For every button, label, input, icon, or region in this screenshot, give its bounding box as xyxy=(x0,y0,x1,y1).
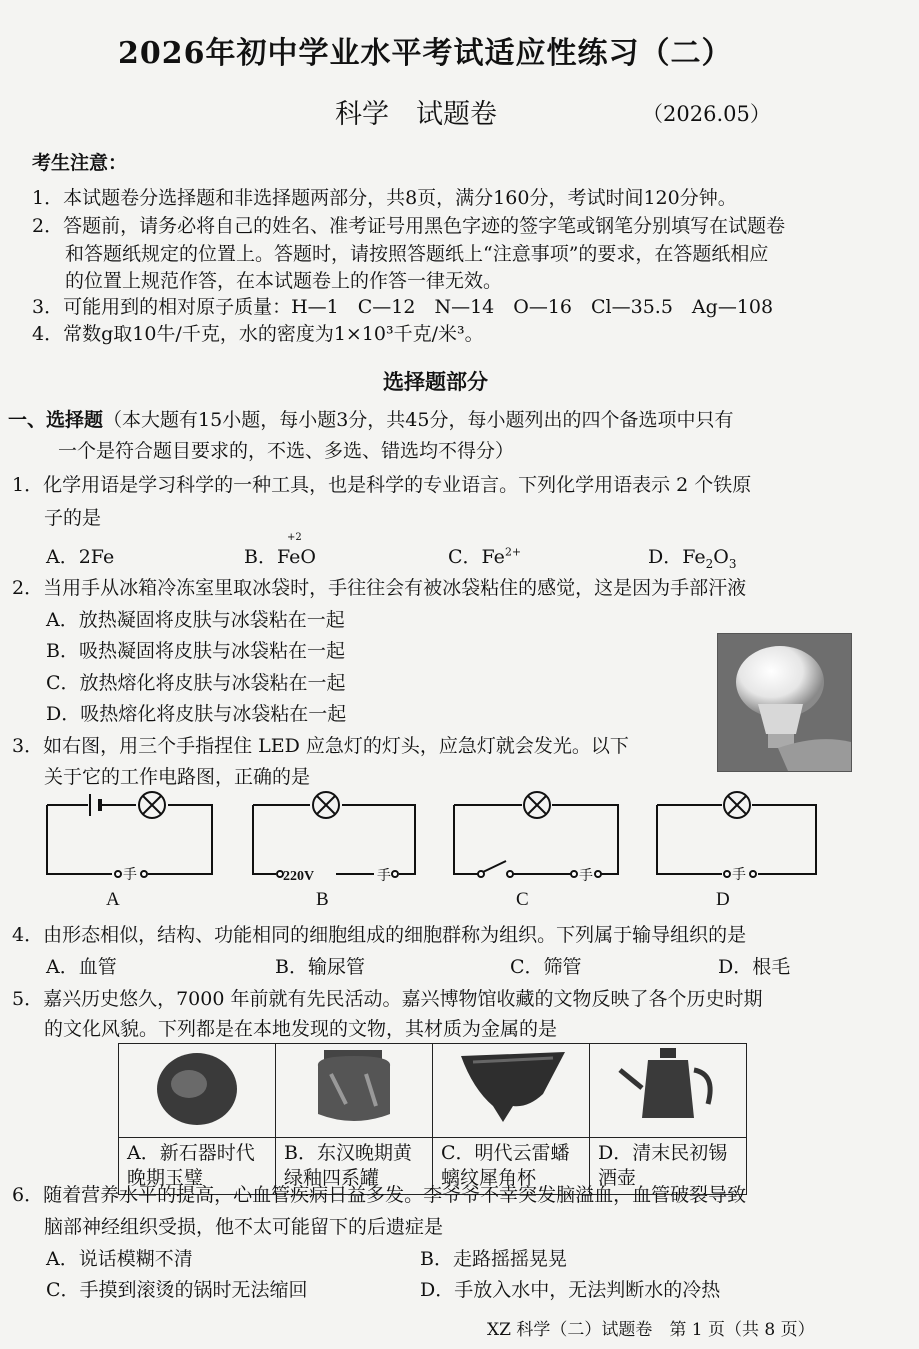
artifact-d-caption: D．清末民初锡酒壶 xyxy=(598,1142,728,1189)
q1-stem: 1．化学用语是学习科学的一种工具，也是科学的专业语言。下列化学用语表示 2 个铁原 xyxy=(12,474,752,496)
part1-line1: 一、选择题（本大题有15小题，每小题3分，共45分，每小题列出的四个备选项中只有 xyxy=(8,409,734,431)
q6-option-a: A．说话模糊不清 xyxy=(46,1248,193,1270)
q1-option-d: D．$Fe_2O_3$ xyxy=(648,546,737,571)
q2-stem: 2．当用手从冰箱冷冻室里取冰袋时，手往往会有被冰袋粘住的感觉，这是因为手部汗液 xyxy=(12,577,747,599)
part1-label: 一、选择题 xyxy=(8,409,104,431)
page-title: 2026年初中学业水平考试适应性练习（二） xyxy=(118,36,733,71)
artifact-b-photo xyxy=(276,1044,433,1138)
artifact-table xyxy=(118,1043,747,1195)
artifact-c-photo xyxy=(433,1044,590,1138)
q4-stem: 4．由形态相似，结构、功能相同的细胞组成的细胞群称为组织。下列属于输导组织的是 xyxy=(12,924,747,946)
circuit-a-hand: 手 xyxy=(123,868,137,883)
circuit-diagrams xyxy=(40,788,820,913)
circuit-d-hand: 手 xyxy=(732,868,746,883)
q3-stem: 3．如右图，用三个手指捏住 LED 应急灯的灯头，应急灯就会发光。以下 xyxy=(12,735,629,757)
circuit-label-d: D xyxy=(716,889,730,910)
notice-item-2-cont: 和答题纸规定的位置上。答题时，请按照答题纸上“注意事项”的要求，在答题纸相应 xyxy=(65,243,769,265)
q3-stem-cont: 关于它的工作电路图，正确的是 xyxy=(44,766,311,788)
q4-option-a: A．血管 xyxy=(46,956,117,978)
q4-option-c: C．筛管 xyxy=(510,956,582,978)
q2-option-b: B．吸热凝固将皮肤与冰袋粘在一起 xyxy=(46,640,345,662)
q1-option-a: A．2Fe xyxy=(46,546,115,568)
exam-date: （2026.05） xyxy=(642,102,771,126)
artifact-a-caption: A．新石器时代晚期玉璧 xyxy=(127,1142,255,1189)
q1-stem-cont: 子的是 xyxy=(44,507,102,529)
led-bulb-photo xyxy=(717,633,852,772)
q2-option-c: C．放热熔化将皮肤与冰袋粘在一起 xyxy=(46,672,346,694)
subject-title: 科学 试题卷 xyxy=(335,99,497,130)
q2-option-a: A．放热凝固将皮肤与冰袋粘在一起 xyxy=(46,609,345,631)
artifact-a-photo xyxy=(119,1044,276,1138)
circuit-label-b: B xyxy=(316,889,329,910)
circuit-b-hand: 手 xyxy=(377,869,391,884)
artifact-c-caption: C．明代云雷蟠螭纹犀角杯 xyxy=(441,1142,570,1189)
part1-line2: 一个是符合题目要求的，不选、多选、错选均不得分） xyxy=(58,440,515,462)
circuit-label-c: C xyxy=(516,889,529,910)
q4-option-b: B．输尿管 xyxy=(275,956,365,978)
q4-option-d: D．根毛 xyxy=(718,956,791,978)
q5-stem: 5．嘉兴历史悠久，7000 年前就有先民活动。嘉兴博物馆收藏的文物反映了各个历史时期 xyxy=(12,988,763,1010)
q2-option-d: D．吸热熔化将皮肤与冰袋粘在一起 xyxy=(46,703,347,725)
q6-stem: 6．随着营养水平的提高，心血管疾病日益多发。李爷爷不幸突发脑溢血，血管破裂导致 xyxy=(12,1184,747,1206)
notice-item-2: 2．答题前，请务必将自己的姓名、准考证号用黑色字迹的签字笔或钢笔分别填写在试题卷 xyxy=(32,215,786,237)
page-footer: XZ 科学（二）试题卷 第 1 页（共 8 页） xyxy=(487,1320,815,1340)
artifact-d-photo xyxy=(590,1044,747,1138)
q6-stem-cont: 脑部神经组织受损，他不太可能留下的后遗症是 xyxy=(44,1216,444,1238)
notice-item-3: 3．可能用到的相对原子质量：H—1 C—12 N—14 O—16 Cl—35.5 Ag—108 xyxy=(32,296,774,318)
q5-stem-cont: 的文化风貌。下列都是在本地发现的文物，其材质为金属的是 xyxy=(44,1018,558,1040)
notice-item-2-cont2: 的位置上规范作答，在本试题卷上的作答一律无效。 xyxy=(65,270,503,292)
circuit-label-a: A xyxy=(106,889,120,910)
q1-option-b: B． +2 FeO xyxy=(244,532,316,568)
section-title: 选择题部分 xyxy=(383,369,488,394)
notice-item-4: 4．常数g取10牛/千克，水的密度为1×10³千克/米³。 xyxy=(32,323,484,345)
artifact-b-caption: B．东汉晚期黄绿釉四系罐 xyxy=(284,1142,412,1189)
circuit-c-hand: 手 xyxy=(579,869,593,884)
notice-item-1: 1．本试题卷分选择题和非选择题两部分，共8页，满分160分，考试时间120分钟。 xyxy=(32,187,737,209)
notice-heading: 考生注意： xyxy=(32,152,128,174)
q6-option-c: C．手摸到滚烫的锅时无法缩回 xyxy=(46,1279,308,1301)
q1-option-c: C．$Fe^{2+}$ xyxy=(448,545,522,568)
q6-option-b: B．走路摇摇晃晃 xyxy=(420,1248,567,1270)
q6-option-d: D．手放入水中，无法判断水的冷热 xyxy=(420,1279,721,1301)
circuit-b-voltage: 220V xyxy=(283,869,315,884)
